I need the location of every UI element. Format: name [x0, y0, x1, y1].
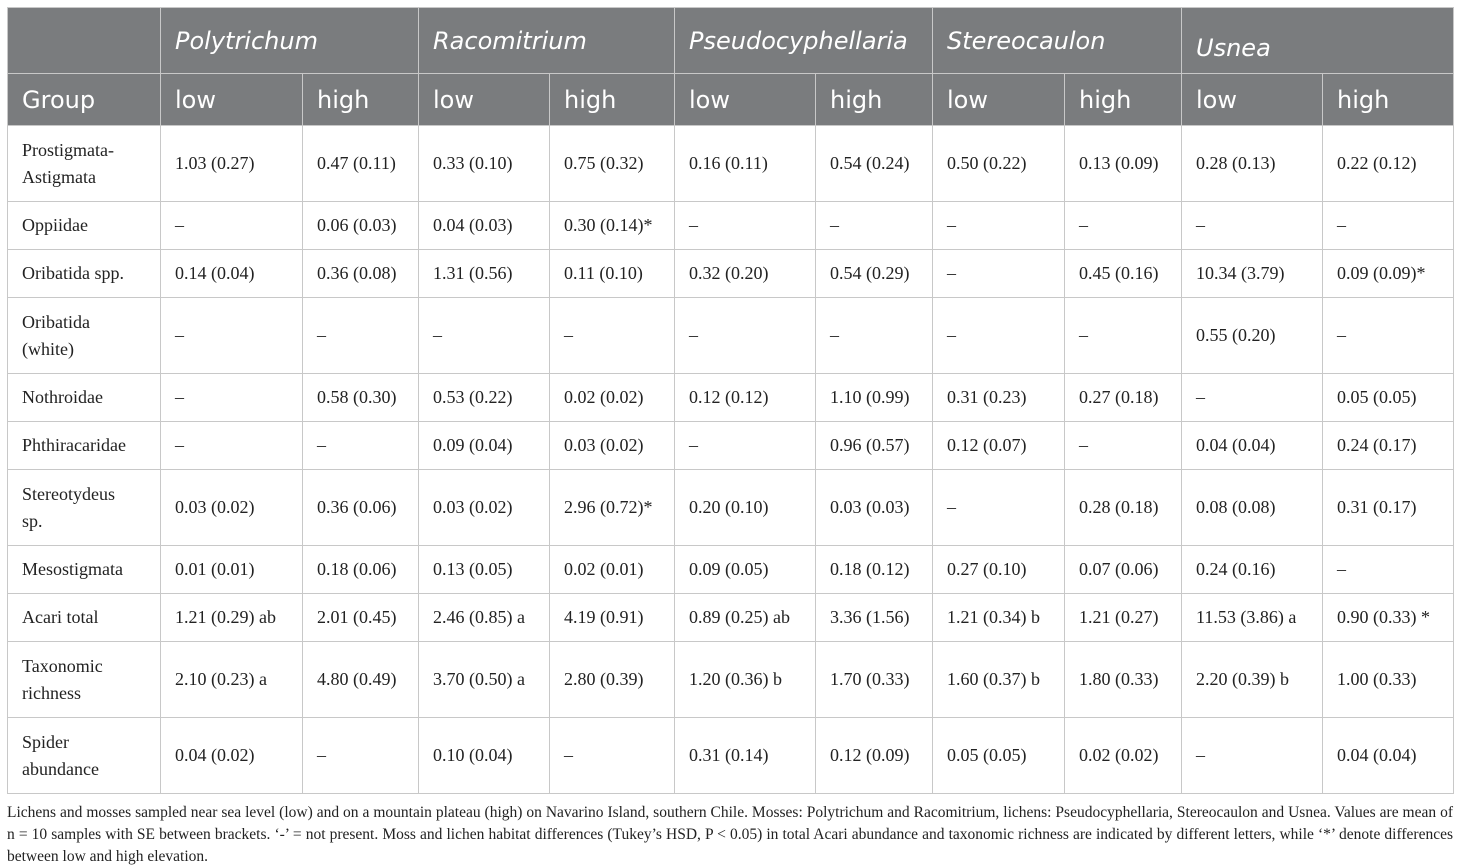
table-row	[8, 422, 1454, 470]
table-cell: 1.03 (0.27)	[161, 126, 303, 202]
table-cell: 0.24 (0.16)	[1182, 546, 1323, 594]
header-level-low: low	[933, 74, 1065, 126]
header-level-low: low	[675, 74, 816, 126]
level-header-row	[8, 74, 1454, 126]
table-cell: 0.16 (0.11)	[675, 126, 816, 202]
table-cell: 0.13 (0.09)	[1065, 126, 1182, 202]
table-cell: 1.20 (0.36) b	[675, 642, 816, 718]
table-cell: 0.24 (0.17)	[1323, 422, 1454, 470]
table-cell: 0.54 (0.24)	[816, 126, 933, 202]
table-cell: 1.21 (0.27)	[1065, 594, 1182, 642]
table-cell: –	[933, 298, 1065, 374]
table-cell: 0.89 (0.25) ab	[675, 594, 816, 642]
table-cell: 3.70 (0.50) a	[419, 642, 550, 718]
table-cell: 2.20 (0.39) b	[1182, 642, 1323, 718]
table-cell: –	[1323, 298, 1454, 374]
table-cell: 0.03 (0.02)	[419, 470, 550, 546]
table-cell: –	[816, 298, 933, 374]
row-group-label	[8, 126, 161, 202]
table-row	[8, 126, 1454, 202]
table-cell: 0.06 (0.03)	[303, 202, 419, 250]
row-group-label-line: Taxonomic	[22, 655, 103, 676]
table-cell: –	[303, 422, 419, 470]
table-cell: –	[1065, 202, 1182, 250]
table-cell: –	[1182, 202, 1323, 250]
header-level-low: low	[419, 74, 550, 126]
table-cell: 0.32 (0.20)	[675, 250, 816, 298]
header-blank-cell	[8, 8, 161, 74]
table-cell: 0.12 (0.12)	[675, 374, 816, 422]
row-group-label-line: sp.	[22, 510, 43, 531]
table-cell: –	[161, 202, 303, 250]
table-cell: –	[1065, 298, 1182, 374]
table-cell: 3.36 (1.56)	[816, 594, 933, 642]
row-group-label-line: Stereotydeus	[22, 483, 115, 504]
row-group-label-line: richness	[22, 682, 81, 703]
header-level-low: low	[161, 74, 303, 126]
table-cell: 0.55 (0.20)	[1182, 298, 1323, 374]
table-cell: 0.31 (0.14)	[675, 718, 816, 794]
table-cell: 0.53 (0.22)	[419, 374, 550, 422]
table-cell: 0.07 (0.06)	[1065, 546, 1182, 594]
table-cell: 0.36 (0.06)	[303, 470, 419, 546]
table-row	[8, 546, 1454, 594]
header-level-high: high	[1323, 74, 1454, 126]
table-row	[8, 470, 1454, 546]
row-group-label	[8, 718, 161, 794]
table-cell: 0.09 (0.05)	[675, 546, 816, 594]
row-group-label	[8, 250, 161, 298]
table-cell: 0.03 (0.02)	[161, 470, 303, 546]
header-level-high: high	[303, 74, 419, 126]
row-group-label	[8, 594, 161, 642]
table-cell: –	[675, 298, 816, 374]
table-row	[8, 594, 1454, 642]
table-cell: 0.04 (0.03)	[419, 202, 550, 250]
table-cell: 1.70 (0.33)	[816, 642, 933, 718]
row-group-label-line: Oribatida spp.	[22, 263, 124, 283]
table-cell: 0.27 (0.10)	[933, 546, 1065, 594]
table-cell: 2.46 (0.85) a	[419, 594, 550, 642]
table-cell: 0.05 (0.05)	[933, 718, 1065, 794]
row-group-label-line: Astigmata	[22, 166, 96, 187]
table-cell: 0.12 (0.07)	[933, 422, 1065, 470]
table-cell: 0.11 (0.10)	[550, 250, 675, 298]
row-group-label-line: Acari total	[22, 607, 99, 627]
table-cell: 1.60 (0.37) b	[933, 642, 1065, 718]
table-cell: 0.50 (0.22)	[933, 126, 1065, 202]
header-genus: Racomitrium	[419, 8, 675, 74]
row-group-label-line: Prostigmata-	[22, 139, 114, 160]
table-cell: 4.80 (0.49)	[303, 642, 419, 718]
header-level-low: low	[1182, 74, 1323, 126]
table-cell: –	[675, 202, 816, 250]
table-cell: 0.01 (0.01)	[161, 546, 303, 594]
table-cell: 2.01 (0.45)	[303, 594, 419, 642]
header-group: Group	[8, 74, 161, 126]
table-cell: 0.02 (0.02)	[1065, 718, 1182, 794]
table-cell: 1.21 (0.29) ab	[161, 594, 303, 642]
table-cell: 0.13 (0.05)	[419, 546, 550, 594]
table-row	[8, 718, 1454, 794]
table-cell: 0.33 (0.10)	[419, 126, 550, 202]
table-cell: 0.08 (0.08)	[1182, 470, 1323, 546]
table-cell: –	[933, 202, 1065, 250]
table-cell: –	[675, 422, 816, 470]
row-group-label-line: Oppiidae	[22, 215, 88, 235]
table-cell: 0.09 (0.09)*	[1323, 250, 1454, 298]
table-cell: 1.10 (0.99)	[816, 374, 933, 422]
table-cell: –	[1182, 374, 1323, 422]
table-row	[8, 374, 1454, 422]
table-cell: 1.21 (0.34) b	[933, 594, 1065, 642]
row-group-label	[8, 546, 161, 594]
table-cell: 0.10 (0.04)	[419, 718, 550, 794]
table-cell: –	[303, 718, 419, 794]
table-cell: –	[161, 298, 303, 374]
table-cell: 0.04 (0.02)	[161, 718, 303, 794]
table-cell: 0.09 (0.04)	[419, 422, 550, 470]
table-cell: 0.28 (0.13)	[1182, 126, 1323, 202]
table-cell: 0.14 (0.04)	[161, 250, 303, 298]
row-group-label	[8, 470, 161, 546]
table-cell: –	[161, 422, 303, 470]
header-level-high: high	[816, 74, 933, 126]
table-row	[8, 250, 1454, 298]
table-cell: –	[419, 298, 550, 374]
table-caption: Lichens and mosses sampled near sea level (low) and on a mountain plateau (high) on Navarino Island, southern Chile. Mosses: Polytrichum and Racomitrium, lichens: Pseudocyphellaria, Stereocaulon and Usnea. Values are mean of n = 10 samples with SE between brackets. ‘-’ = not present. Moss and lichen habitat differences (Tukey’s HSD, P < 0.05) in total Acari abundance and taxonomic richness are indicated by different letters, while ‘*’ denote differences between low and high elevation.	[7, 804, 1453, 865]
header-genus: Pseudocyphellaria	[675, 8, 933, 74]
table-cell: 0.18 (0.12)	[816, 546, 933, 594]
table-cell: 1.00 (0.33)	[1323, 642, 1454, 718]
table-cell: 11.53 (3.86) a	[1182, 594, 1323, 642]
table-cell: 0.04 (0.04)	[1323, 718, 1454, 794]
header-genus: Stereocaulon	[933, 8, 1182, 74]
header-level-high: high	[1065, 74, 1182, 126]
table-cell: 0.30 (0.14)*	[550, 202, 675, 250]
data-table	[7, 7, 1454, 794]
table-cell: 0.18 (0.06)	[303, 546, 419, 594]
row-group-label	[8, 642, 161, 718]
row-group-label	[8, 298, 161, 374]
table-cell: 0.36 (0.08)	[303, 250, 419, 298]
table-cell: 0.20 (0.10)	[675, 470, 816, 546]
table-body	[8, 126, 1454, 794]
table-cell: 4.19 (0.91)	[550, 594, 675, 642]
table-cell: 1.31 (0.56)	[419, 250, 550, 298]
table-cell: –	[1323, 546, 1454, 594]
table-cell: 10.34 (3.79)	[1182, 250, 1323, 298]
table-cell: –	[1182, 718, 1323, 794]
row-group-label-line: (white)	[22, 338, 74, 359]
table-cell: 0.31 (0.17)	[1323, 470, 1454, 546]
table-row	[8, 202, 1454, 250]
table-cell: 2.10 (0.23) a	[161, 642, 303, 718]
genus-header-row	[8, 8, 1454, 74]
table-cell: –	[303, 298, 419, 374]
table-row	[8, 298, 1454, 374]
table-row	[8, 642, 1454, 718]
table-cell: 0.90 (0.33) *	[1323, 594, 1454, 642]
table-cell: 0.12 (0.09)	[816, 718, 933, 794]
table-container	[7, 7, 1453, 868]
table-cell: 0.54 (0.29)	[816, 250, 933, 298]
table-cell: 0.02 (0.02)	[550, 374, 675, 422]
table-cell: 0.22 (0.12)	[1323, 126, 1454, 202]
header-genus: Usnea	[1182, 8, 1454, 74]
table-cell: 0.04 (0.04)	[1182, 422, 1323, 470]
table-cell: –	[933, 250, 1065, 298]
row-group-label	[8, 422, 161, 470]
table-cell: 0.75 (0.32)	[550, 126, 675, 202]
header-genus: Polytrichum	[161, 8, 419, 74]
row-group-label-line: Spider	[22, 731, 69, 752]
table-cell: 0.58 (0.30)	[303, 374, 419, 422]
table-cell: 2.80 (0.39)	[550, 642, 675, 718]
table-cell: 0.27 (0.18)	[1065, 374, 1182, 422]
table-cell: 0.05 (0.05)	[1323, 374, 1454, 422]
table-cell: –	[550, 298, 675, 374]
row-group-label-line: Phthiracaridae	[22, 435, 126, 455]
table-cell: –	[1323, 202, 1454, 250]
row-group-label	[8, 202, 161, 250]
table-cell: –	[161, 374, 303, 422]
table-cell: 0.45 (0.16)	[1065, 250, 1182, 298]
table-cell: 0.28 (0.18)	[1065, 470, 1182, 546]
table-cell: 0.03 (0.03)	[816, 470, 933, 546]
table-cell: 2.96 (0.72)*	[550, 470, 675, 546]
row-group-label-line: Oribatida	[22, 311, 90, 332]
table-cell: –	[550, 718, 675, 794]
row-group-label-line: Nothroidae	[22, 387, 103, 407]
table-cell: 0.47 (0.11)	[303, 126, 419, 202]
table-cell: 1.80 (0.33)	[1065, 642, 1182, 718]
table-cell: 0.96 (0.57)	[816, 422, 933, 470]
table-cell: –	[816, 202, 933, 250]
row-group-label	[8, 374, 161, 422]
header-level-high: high	[550, 74, 675, 126]
row-group-label-line: Mesostigmata	[22, 559, 123, 579]
table-cell: 0.02 (0.01)	[550, 546, 675, 594]
table-cell: –	[1065, 422, 1182, 470]
table-cell: –	[933, 470, 1065, 546]
table-cell: 0.03 (0.02)	[550, 422, 675, 470]
table-cell: 0.31 (0.23)	[933, 374, 1065, 422]
row-group-label-line: abundance	[22, 758, 99, 779]
